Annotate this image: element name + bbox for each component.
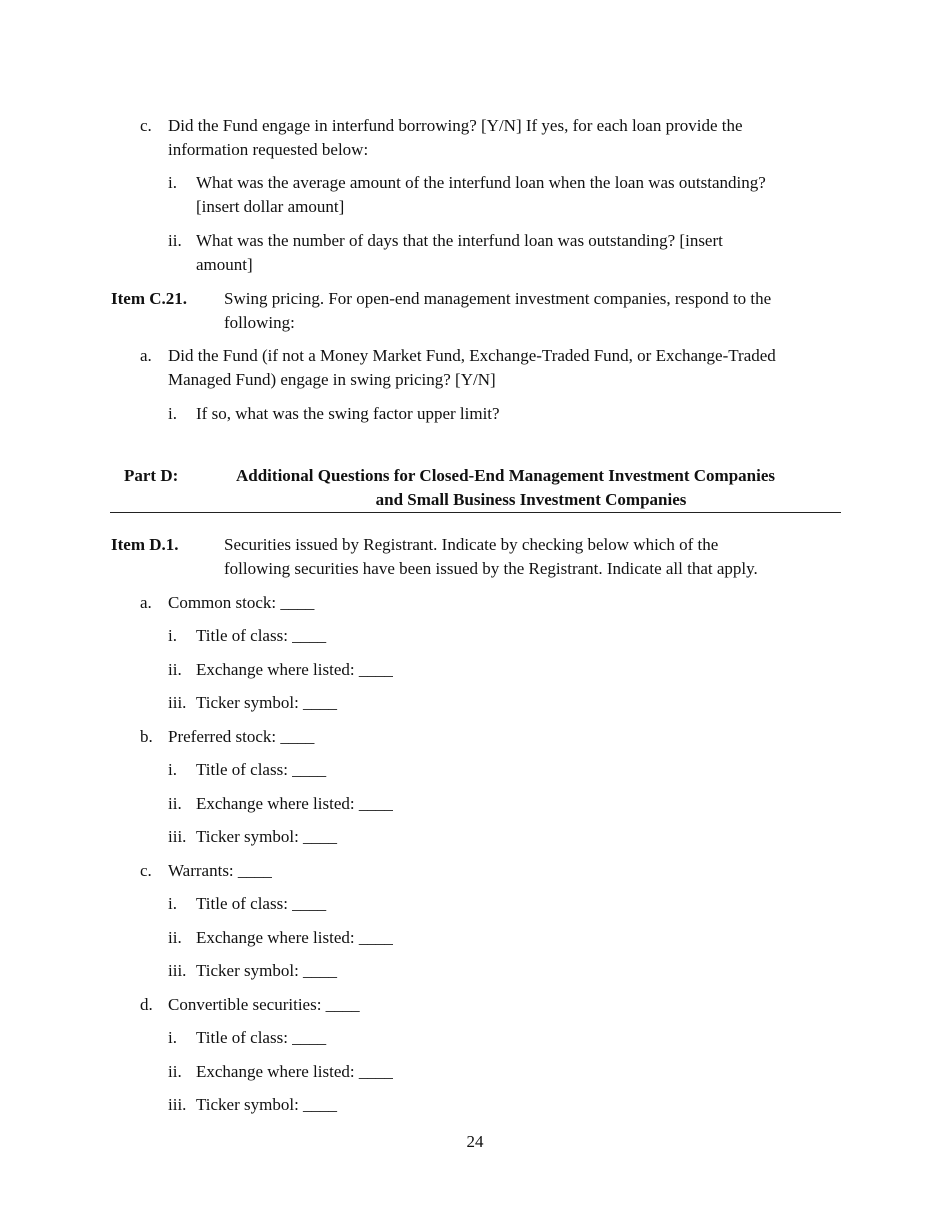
security-d-exchange: Exchange where listed: ____ <box>196 1062 393 1081</box>
item-d1-text-line1: Securities issued by Registrant. Indicate by checking below which of the <box>224 535 719 554</box>
part-d-label: Part D: <box>124 466 179 485</box>
security-a-ticker: Ticker symbol: ____ <box>196 693 338 712</box>
security-c-label: c. <box>140 861 152 880</box>
part-d-title-line2: and Small Business Investment Companies <box>375 490 687 509</box>
item-c20c-text-line2: information requested below: <box>168 140 369 159</box>
security-b-title-of-class: Title of class: ____ <box>196 760 327 779</box>
page-number: 24 <box>466 1132 484 1151</box>
item-c21-a-text-line2: Managed Fund) engage in swing pricing? [Y/N] <box>168 370 496 389</box>
security-c-ticker: Ticker symbol: ____ <box>196 961 338 980</box>
item-c21-label: Item C.21. <box>111 289 188 308</box>
security-b-label: b. <box>140 727 153 746</box>
security-d-ticker: Ticker symbol: ____ <box>196 1095 338 1114</box>
item-c20c-ii-label: ii. <box>168 231 182 250</box>
security-d-i-label: i. <box>168 1028 177 1047</box>
item-c21-a-i-text: If so, what was the swing factor upper limit? <box>196 404 500 423</box>
part-d-divider <box>110 512 841 513</box>
security-b-text: Preferred stock: ____ <box>168 727 315 746</box>
security-c-exchange: Exchange where listed: ____ <box>196 928 393 947</box>
security-c-i-label: i. <box>168 894 177 913</box>
item-d1-text-line2: following securities have been issued by the Registrant. Indicate all that apply. <box>224 559 758 578</box>
item-c20c-ii-text-line2: amount] <box>196 255 253 274</box>
part-d-title-line1: Additional Questions for Closed-End Management Investment Companies <box>236 466 776 485</box>
security-d-iii-label: iii. <box>168 1095 187 1114</box>
item-c20c-i-text-line1: What was the average amount of the interfund loan when the loan was outstanding? <box>196 173 766 192</box>
security-d-title-of-class: Title of class: ____ <box>196 1028 327 1047</box>
item-c21-a-i-label: i. <box>168 404 177 423</box>
security-b-ticker: Ticker symbol: ____ <box>196 827 338 846</box>
security-c-iii-label: iii. <box>168 961 187 980</box>
security-b-ii-label: ii. <box>168 794 182 813</box>
item-c20c-text-line1: Did the Fund engage in interfund borrowing? [Y/N] If yes, for each loan provide the <box>168 116 743 135</box>
item-c21-text-line2: following: <box>224 313 295 332</box>
security-a-i-label: i. <box>168 626 177 645</box>
security-a-ii-label: ii. <box>168 660 182 679</box>
item-c20c-i-label: i. <box>168 173 177 192</box>
security-d-ii-label: ii. <box>168 1062 182 1081</box>
security-d-text: Convertible securities: ____ <box>168 995 360 1014</box>
security-a-label: a. <box>140 593 152 612</box>
security-c-ii-label: ii. <box>168 928 182 947</box>
item-c21-a-label: a. <box>140 346 152 365</box>
security-b-exchange: Exchange where listed: ____ <box>196 794 393 813</box>
security-a-exchange: Exchange where listed: ____ <box>196 660 393 679</box>
security-b-iii-label: iii. <box>168 827 187 846</box>
item-c20c-i-text-line2: [insert dollar amount] <box>196 197 345 216</box>
security-a-title-of-class: Title of class: ____ <box>196 626 327 645</box>
item-c20c-label: c. <box>140 116 152 135</box>
item-c20c-ii-text-line1: What was the number of days that the interfund loan was outstanding? [insert <box>196 231 723 250</box>
item-c21-a-text-line1: Did the Fund (if not a Money Market Fund, Exchange-Traded Fund, or Exchange-Traded <box>168 346 776 365</box>
item-d1-label: Item D.1. <box>111 535 179 554</box>
security-b-i-label: i. <box>168 760 177 779</box>
security-a-text: Common stock: ____ <box>168 593 315 612</box>
security-c-title-of-class: Title of class: ____ <box>196 894 327 913</box>
security-d-label: d. <box>140 995 153 1014</box>
security-c-text: Warrants: ____ <box>168 861 272 880</box>
item-c21-text-line1: Swing pricing. For open-end management investment companies, respond to the <box>224 289 772 308</box>
security-a-iii-label: iii. <box>168 693 187 712</box>
